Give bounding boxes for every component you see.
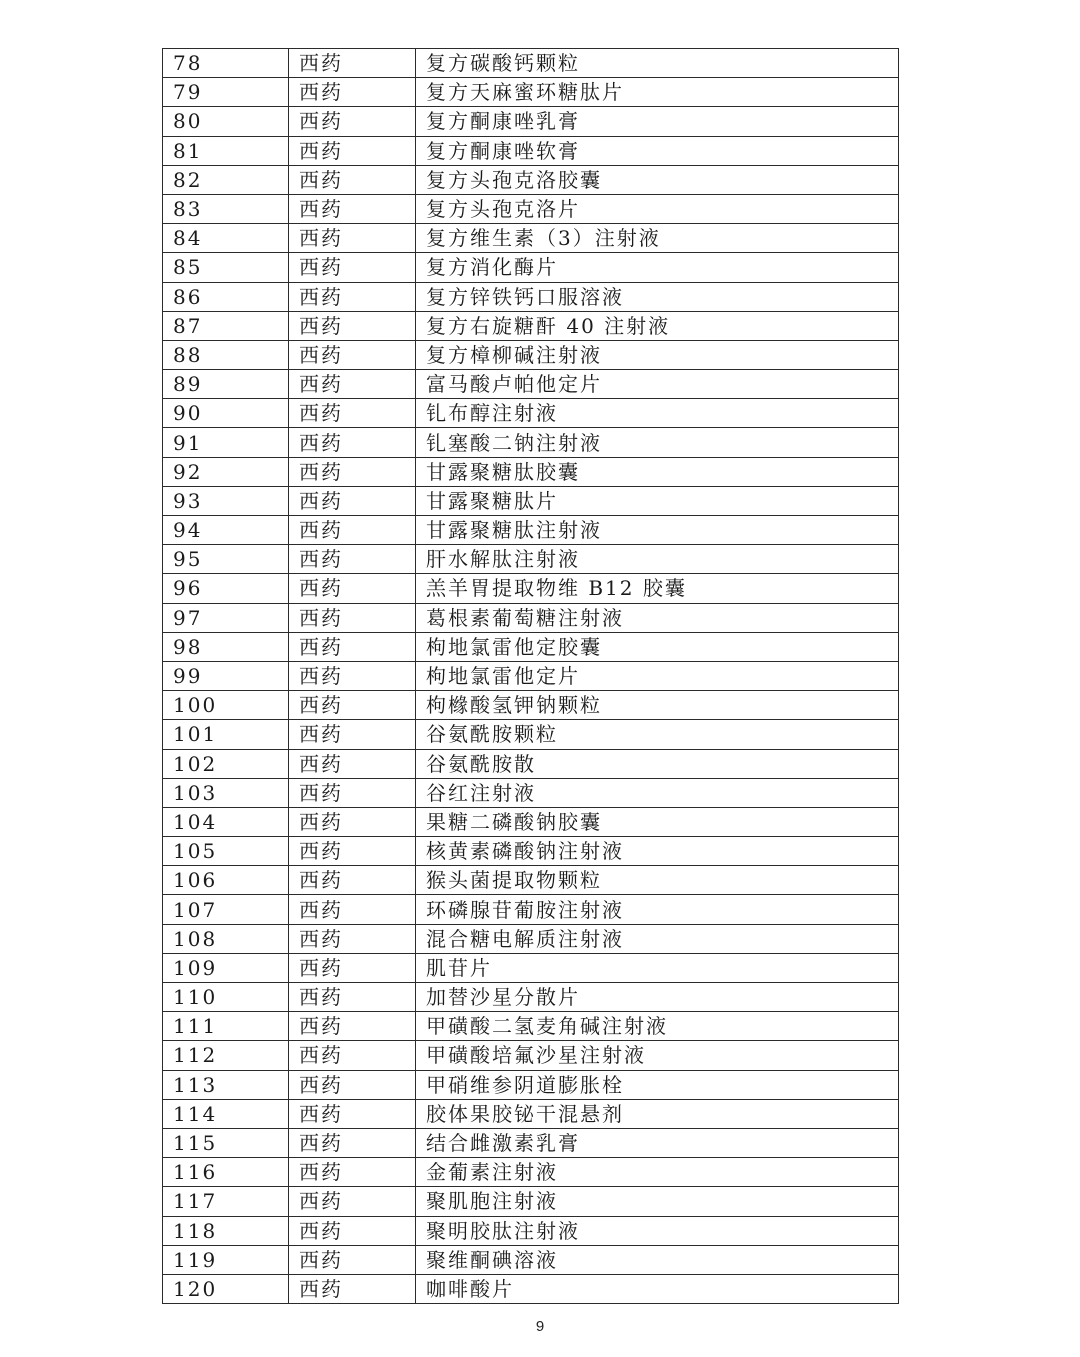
- table-row: [163, 457, 899, 486]
- table-row: [163, 807, 899, 836]
- drug-name-cell: 复方右旋糖酐 40 注射液: [416, 311, 899, 340]
- row-number-cell: 117: [163, 1187, 289, 1216]
- table-row: [163, 749, 899, 778]
- table-row: [163, 1012, 899, 1041]
- drug-name-cell: 肌苷片: [416, 953, 899, 982]
- drug-name-cell: 肝水解肽注射液: [416, 545, 899, 574]
- table-row: [163, 661, 899, 690]
- row-number-cell: 84: [163, 224, 289, 253]
- drug-type-cell: 西药: [289, 311, 416, 340]
- drug-type-cell: 西药: [289, 983, 416, 1012]
- table-row: [163, 574, 899, 603]
- drug-name-cell: 谷氨酰胺颗粒: [416, 720, 899, 749]
- table-row: [163, 603, 899, 632]
- drug-type-cell: 西药: [289, 340, 416, 369]
- drug-name-cell: 复方头孢克洛胶囊: [416, 165, 899, 194]
- row-number-cell: 99: [163, 661, 289, 690]
- row-number-cell: 79: [163, 78, 289, 107]
- drug-name-cell: 钆塞酸二钠注射液: [416, 428, 899, 457]
- table-row: [163, 486, 899, 515]
- row-number-cell: 97: [163, 603, 289, 632]
- row-number-cell: 83: [163, 194, 289, 223]
- table-row: [163, 428, 899, 457]
- table-row: [163, 953, 899, 982]
- row-number-cell: 91: [163, 428, 289, 457]
- drug-type-cell: 西药: [289, 428, 416, 457]
- drug-name-cell: 富马酸卢帕他定片: [416, 370, 899, 399]
- drug-type-cell: 西药: [289, 1099, 416, 1128]
- drug-type-cell: 西药: [289, 632, 416, 661]
- table-row: [163, 516, 899, 545]
- drug-type-cell: 西药: [289, 866, 416, 895]
- drug-name-cell: 复方天麻蜜环糖肽片: [416, 78, 899, 107]
- row-number-cell: 85: [163, 253, 289, 282]
- drug-name-cell: 结合雌激素乳膏: [416, 1128, 899, 1157]
- table-row: [163, 837, 899, 866]
- table-row: [163, 1041, 899, 1070]
- drug-type-cell: 西药: [289, 574, 416, 603]
- row-number-cell: 78: [163, 49, 289, 78]
- table-row: [163, 1070, 899, 1099]
- table-row: [163, 224, 899, 253]
- row-number-cell: 87: [163, 311, 289, 340]
- drug-type-cell: 西药: [289, 1012, 416, 1041]
- drug-name-cell: 复方头孢克洛片: [416, 194, 899, 223]
- drug-name-cell: 核黄素磷酸钠注射液: [416, 837, 899, 866]
- row-number-cell: 110: [163, 983, 289, 1012]
- row-number-cell: 111: [163, 1012, 289, 1041]
- row-number-cell: 100: [163, 691, 289, 720]
- row-number-cell: 118: [163, 1216, 289, 1245]
- table-row: [163, 1245, 899, 1274]
- row-number-cell: 105: [163, 837, 289, 866]
- table-row: [163, 1128, 899, 1157]
- drug-name-cell: 加替沙星分散片: [416, 983, 899, 1012]
- table-row: [163, 1274, 899, 1303]
- table-row: [163, 545, 899, 574]
- table-row: [163, 107, 899, 136]
- drug-type-cell: 西药: [289, 457, 416, 486]
- drug-name-cell: 甘露聚糖肽胶囊: [416, 457, 899, 486]
- table-row: [163, 924, 899, 953]
- row-number-cell: 102: [163, 749, 289, 778]
- drug-type-cell: 西药: [289, 661, 416, 690]
- drug-type-cell: 西药: [289, 253, 416, 282]
- drug-name-cell: 复方维生素（3）注射液: [416, 224, 899, 253]
- table-row: [163, 895, 899, 924]
- row-number-cell: 113: [163, 1070, 289, 1099]
- drug-type-cell: 西药: [289, 1274, 416, 1303]
- drug-type-cell: 西药: [289, 224, 416, 253]
- row-number-cell: 92: [163, 457, 289, 486]
- drug-type-cell: 西药: [289, 749, 416, 778]
- row-number-cell: 120: [163, 1274, 289, 1303]
- drug-name-cell: 猴头菌提取物颗粒: [416, 866, 899, 895]
- row-number-cell: 96: [163, 574, 289, 603]
- drug-name-cell: 枸地氯雷他定片: [416, 661, 899, 690]
- drug-type-cell: 西药: [289, 1187, 416, 1216]
- table-row: [163, 253, 899, 282]
- table-row: [163, 778, 899, 807]
- row-number-cell: 108: [163, 924, 289, 953]
- row-number-cell: 82: [163, 165, 289, 194]
- table-row: [163, 1099, 899, 1128]
- drug-name-cell: 钆布醇注射液: [416, 399, 899, 428]
- drug-name-cell: 葛根素葡萄糖注射液: [416, 603, 899, 632]
- drug-type-cell: 西药: [289, 1070, 416, 1099]
- drug-name-cell: 聚明胶肽注射液: [416, 1216, 899, 1245]
- row-number-cell: 114: [163, 1099, 289, 1128]
- row-number-cell: 94: [163, 516, 289, 545]
- drug-type-cell: 西药: [289, 1158, 416, 1187]
- table-row: [163, 340, 899, 369]
- page-number: 9: [535, 1318, 545, 1335]
- drug-name-cell: 复方碳酸钙颗粒: [416, 49, 899, 78]
- drug-name-cell: 甘露聚糖肽注射液: [416, 516, 899, 545]
- row-number-cell: 119: [163, 1245, 289, 1274]
- drug-type-cell: 西药: [289, 370, 416, 399]
- row-number-cell: 116: [163, 1158, 289, 1187]
- row-number-cell: 88: [163, 340, 289, 369]
- drug-type-cell: 西药: [289, 720, 416, 749]
- row-number-cell: 95: [163, 545, 289, 574]
- drug-name-cell: 胶体果胶铋干混悬剂: [416, 1099, 899, 1128]
- drug-name-cell: 复方樟柳碱注射液: [416, 340, 899, 369]
- drug-type-cell: 西药: [289, 603, 416, 632]
- drug-type-cell: 西药: [289, 194, 416, 223]
- drug-type-cell: 西药: [289, 778, 416, 807]
- table-row: [163, 632, 899, 661]
- table-row: [163, 194, 899, 223]
- row-number-cell: 93: [163, 486, 289, 515]
- drug-type-cell: 西药: [289, 1128, 416, 1157]
- drug-type-cell: 西药: [289, 78, 416, 107]
- drug-type-cell: 西药: [289, 49, 416, 78]
- table-row: [163, 49, 899, 78]
- drug-list-table: [162, 48, 899, 1304]
- table-row: [163, 311, 899, 340]
- table-row: [163, 165, 899, 194]
- table-body: [163, 49, 899, 1304]
- row-number-cell: 90: [163, 399, 289, 428]
- table-row: [163, 399, 899, 428]
- drug-type-cell: 西药: [289, 282, 416, 311]
- drug-name-cell: 复方锌铁钙口服溶液: [416, 282, 899, 311]
- row-number-cell: 115: [163, 1128, 289, 1157]
- drug-name-cell: 混合糖电解质注射液: [416, 924, 899, 953]
- table-row: [163, 370, 899, 399]
- row-number-cell: 80: [163, 107, 289, 136]
- table-row: [163, 282, 899, 311]
- table-row: [163, 1187, 899, 1216]
- drug-type-cell: 西药: [289, 807, 416, 836]
- row-number-cell: 109: [163, 953, 289, 982]
- drug-type-cell: 西药: [289, 136, 416, 165]
- drug-type-cell: 西药: [289, 486, 416, 515]
- row-number-cell: 104: [163, 807, 289, 836]
- drug-type-cell: 西药: [289, 837, 416, 866]
- drug-type-cell: 西药: [289, 1245, 416, 1274]
- table-row: [163, 136, 899, 165]
- drug-name-cell: 甲硝维参阴道膨胀栓: [416, 1070, 899, 1099]
- drug-type-cell: 西药: [289, 516, 416, 545]
- drug-name-cell: 金葡素注射液: [416, 1158, 899, 1187]
- row-number-cell: 106: [163, 866, 289, 895]
- drug-type-cell: 西药: [289, 895, 416, 924]
- row-number-cell: 103: [163, 778, 289, 807]
- table-row: [163, 1216, 899, 1245]
- row-number-cell: 86: [163, 282, 289, 311]
- drug-name-cell: 聚维酮碘溶液: [416, 1245, 899, 1274]
- row-number-cell: 89: [163, 370, 289, 399]
- table-row: [163, 1158, 899, 1187]
- drug-name-cell: 甲磺酸培氟沙星注射液: [416, 1041, 899, 1070]
- drug-type-cell: 西药: [289, 691, 416, 720]
- table-row: [163, 691, 899, 720]
- drug-name-cell: 果糖二磷酸钠胶囊: [416, 807, 899, 836]
- drug-name-cell: 谷红注射液: [416, 778, 899, 807]
- drug-type-cell: 西药: [289, 107, 416, 136]
- drug-type-cell: 西药: [289, 924, 416, 953]
- row-number-cell: 112: [163, 1041, 289, 1070]
- drug-type-cell: 西药: [289, 165, 416, 194]
- drug-name-cell: 谷氨酰胺散: [416, 749, 899, 778]
- drug-name-cell: 枸橼酸氢钾钠颗粒: [416, 691, 899, 720]
- drug-name-cell: 甲磺酸二氢麦角碱注射液: [416, 1012, 899, 1041]
- drug-name-cell: 聚肌胞注射液: [416, 1187, 899, 1216]
- drug-name-cell: 复方消化酶片: [416, 253, 899, 282]
- drug-type-cell: 西药: [289, 1216, 416, 1245]
- drug-name-cell: 环磷腺苷葡胺注射液: [416, 895, 899, 924]
- table-row: [163, 866, 899, 895]
- drug-type-cell: 西药: [289, 545, 416, 574]
- drug-type-cell: 西药: [289, 953, 416, 982]
- drug-name-cell: 咖啡酸片: [416, 1274, 899, 1303]
- row-number-cell: 98: [163, 632, 289, 661]
- drug-type-cell: 西药: [289, 1041, 416, 1070]
- drug-name-cell: 羔羊胃提取物维 B12 胶囊: [416, 574, 899, 603]
- row-number-cell: 101: [163, 720, 289, 749]
- drug-name-cell: 复方酮康唑软膏: [416, 136, 899, 165]
- drug-name-cell: 甘露聚糖肽片: [416, 486, 899, 515]
- row-number-cell: 107: [163, 895, 289, 924]
- table-row: [163, 720, 899, 749]
- table-row: [163, 983, 899, 1012]
- table-row: [163, 78, 899, 107]
- drug-type-cell: 西药: [289, 399, 416, 428]
- drug-name-cell: 复方酮康唑乳膏: [416, 107, 899, 136]
- drug-name-cell: 枸地氯雷他定胶囊: [416, 632, 899, 661]
- row-number-cell: 81: [163, 136, 289, 165]
